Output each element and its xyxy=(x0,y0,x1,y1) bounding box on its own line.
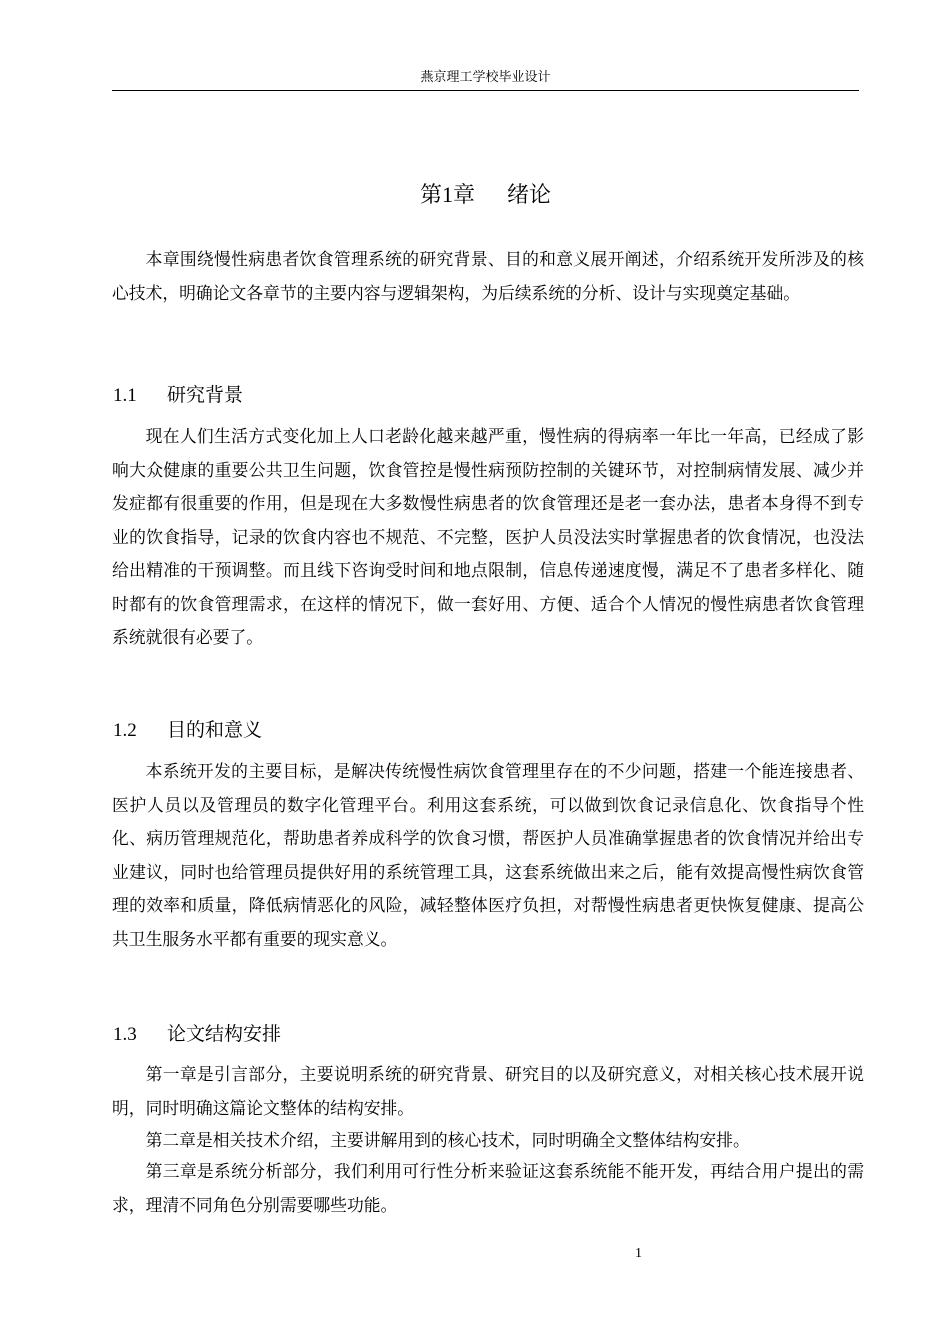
chapter-name: 绪论 xyxy=(507,183,552,208)
section-title: 研究背景 xyxy=(167,384,244,406)
header-rule xyxy=(112,90,859,91)
section-heading-1-2 xyxy=(113,715,262,742)
section-heading-1-1 xyxy=(113,380,243,407)
section-heading-1-3 xyxy=(113,1019,281,1046)
chapter-number: 第1章 xyxy=(419,182,475,207)
chapter-title xyxy=(112,178,859,209)
section-1-3-paragraph-1: 第一章是引言部分，主要说明系统的研究背景、研究目的以及研究意义，对相关核心技术展开说明，同时明确这篇论文整体的结构安排。 xyxy=(112,1064,864,1118)
section-1-2-paragraph: 本系统开发的主要目标，是解决传统慢性病饮食管理里存在的不少问题，搭建一个能连接患者、医护人员以及管理员的数字化管理平台。利用这套系统，可以做到饮食记录信息化、饮食指导个性化、病历管理规范化，帮助患者养成科学的饮食习惯，帮医护人员准确掌握患者的饮食情况并给出专业建议，同时也给管理员提供好用的系统管理工具，这套系统做出来之后，能有效提高慢性病饮食管理的效率和质量，降低病情恶化的风险，减轻整体医疗负担，对帮慢性病患者更快恢复健康、提高公共卫生服务水平都有重要的现实意义。 xyxy=(112,761,864,949)
section-1-1-paragraph: 现在人们生活方式变化加上人口老龄化越来越严重，慢性病的得病率一年比一年高，已经成了影响大众健康的重要公共卫生问题，饮食管控是慢性病预防控制的关键环节，对控制病情发展、减少并发症都有很重要的作用，但是现在大多数慢性病患者的饮食管理还是老一套办法，患者本身得不到专业的饮食指导，记录的饮食内容也不规范、不完整，医护人员没法实时掌握患者的饮食情况，也没法给出精准的干预调整。而且线下咨询受时间和地点限制，信息传递速度慢，满足不了患者多样化、随时都有的饮食管理需求，在这样的情况下，做一套好用、方便、适合个人情况的慢性病患者饮食管理系统就很有必要了。 xyxy=(112,426,864,647)
section-1-3-paragraph-2: 第二章是相关技术介绍，主要讲解用到的核心技术，同时明确全文整体结构安排。 xyxy=(145,1130,750,1150)
section-number: 1.1 xyxy=(113,385,137,406)
section-title: 目的和意义 xyxy=(167,719,263,741)
section-title: 论文结构安排 xyxy=(167,1023,282,1045)
page-number: 1 xyxy=(635,1246,642,1261)
section-1-3-paragraph-3: 第三章是系统分析部分，我们利用可行性分析来验证这套系统能不能开发，再结合用户提出的需求，理清不同角色分别需要哪些功能。 xyxy=(112,1161,864,1215)
section-number: 1.3 xyxy=(113,1024,137,1045)
page-header: 燕京理工学校毕业设计 xyxy=(420,70,551,85)
section-number: 1.2 xyxy=(113,720,137,741)
intro-paragraph: 本章围绕慢性病患者饮食管理系统的研究背景、目的和意义展开阐述，介绍系统开发所涉及的核心技术，明确论文各章节的主要内容与逻辑架构，为后续系统的分析、设计与实现奠定基础。 xyxy=(112,249,864,303)
